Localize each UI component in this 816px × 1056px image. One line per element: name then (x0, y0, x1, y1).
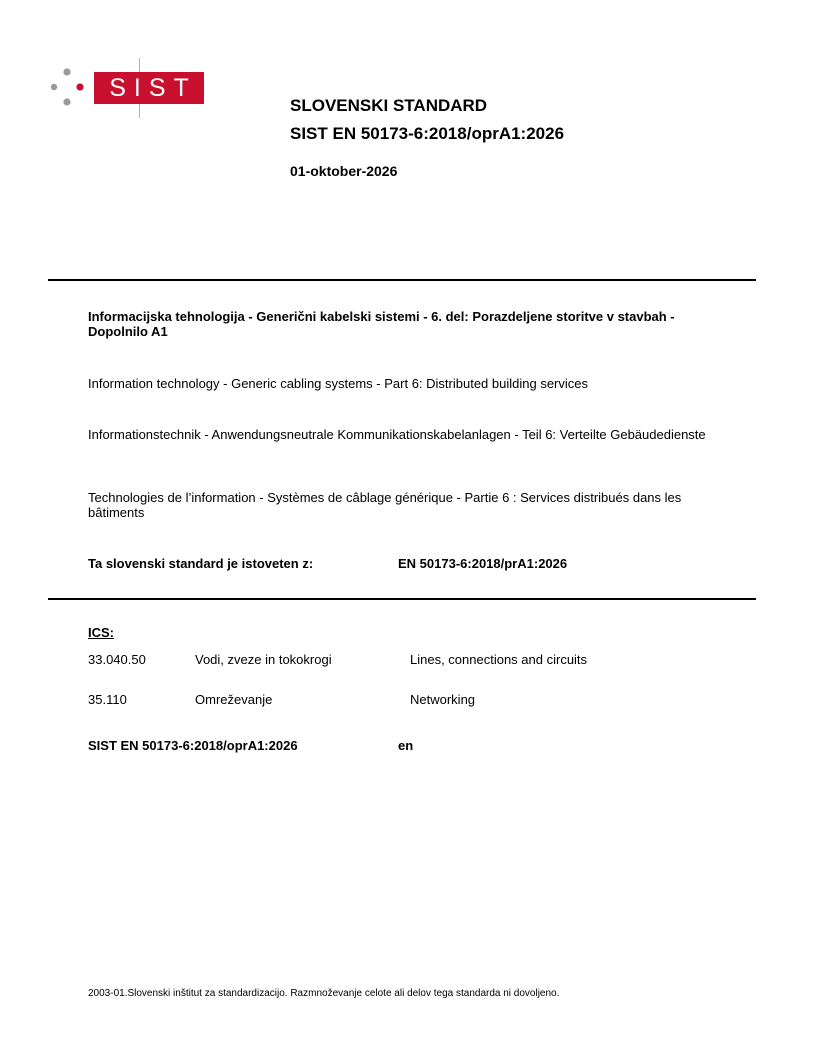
standard-designation: SIST EN 50173-6:2018/oprA1:2026 (88, 738, 298, 753)
title-slovenian: Informacijska tehnologija - Generični kabelski sistemi - 6. del: Porazdeljene storitve v stavbah - Dopolnilo A1 (88, 309, 675, 339)
ics-label: ICS: (88, 625, 114, 640)
sist-logo: SIST (94, 72, 204, 104)
ics-description-en: Lines, connections and circuits (410, 652, 588, 667)
ics-code: 35.110 (88, 692, 127, 707)
ics-description-sl: Vodi, zveze in tokokrogi (195, 652, 332, 667)
standard-type-heading: SLOVENSKI STANDARD (290, 96, 488, 115)
title-german: Informationstechnik - Anwendungsneutrale Kommunikationskabelanlagen - Teil 6: Verteilte Gebäudedienste (88, 427, 706, 442)
sist-logo-dots-icon (46, 66, 86, 110)
title-french: Technologies de l’information - Systèmes de câblage générique - Partie 6 : Services distribués dans les bâtiments (88, 490, 682, 520)
language-code: en (398, 738, 414, 753)
copyright-footer: 2003-01.Slovenski inštitut za standardizacijo. Razmnoževanje celote ali delov tega standarda ni dovoljeno. (88, 988, 560, 999)
ics-description-en: Networking (410, 692, 476, 707)
identical-value: EN 50173-6:2018/prA1:2026 (398, 556, 568, 571)
ics-code: 33.040.50 (88, 652, 146, 667)
top-divider (48, 279, 756, 281)
bottom-divider (48, 598, 756, 600)
ics-description-sl: Omreževanje (195, 692, 273, 707)
identical-label: Ta slovenski standard je istoveten z: (88, 556, 314, 571)
standard-code-heading: SIST EN 50173-6:2018/oprA1:2026 (290, 124, 565, 143)
title-english: Information technology - Generic cabling systems - Part 6: Distributed building services (88, 376, 588, 391)
publication-date: 01-oktober-2026 (290, 163, 398, 179)
